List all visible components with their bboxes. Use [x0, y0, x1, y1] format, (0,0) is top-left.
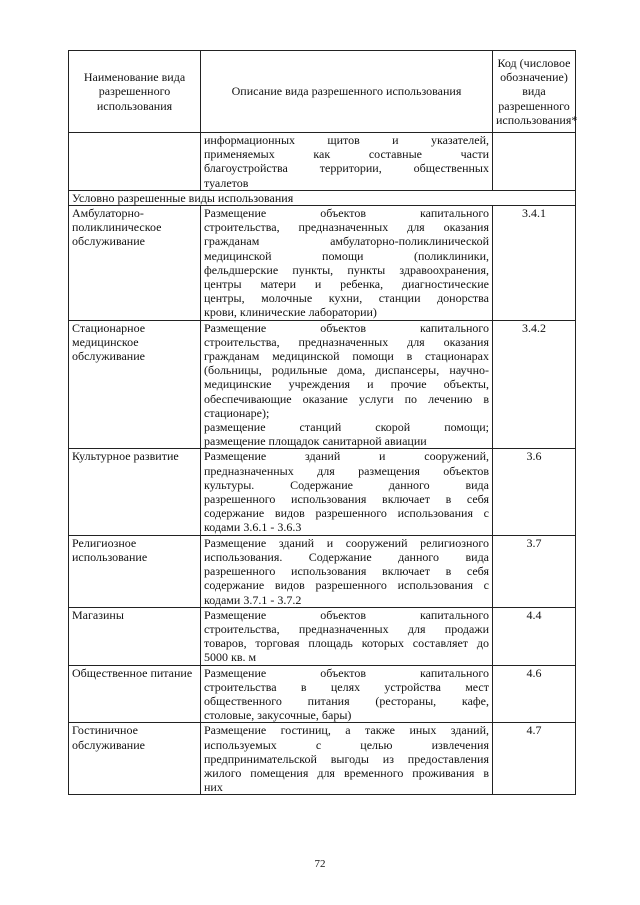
description-line: общественного питания (рестораны, кафе,	[204, 693, 489, 708]
row-name-cell	[69, 133, 201, 191]
description-line: медицинские учреждения и прочие объекты,	[204, 377, 489, 392]
description-line: содержание видов разрешенного использования с	[204, 578, 489, 593]
table-row	[69, 665, 576, 723]
description-line: (больницы, родильные дома, диспансеры, научно-	[204, 363, 489, 378]
row-code-cell: 3.6	[493, 449, 576, 535]
table-row	[69, 535, 576, 607]
page-number: 72	[314, 858, 326, 870]
description-line: центры матери и ребенка, диагностические	[204, 277, 489, 292]
description-line: обеспечивающие оказание услуги по лечению в	[204, 391, 489, 406]
section-title: Условно разрешенные виды использования	[69, 190, 576, 205]
description-line: них	[204, 780, 223, 795]
description-line: кодами 3.7.1 - 3.7.2	[204, 592, 302, 607]
row-code-cell: 3.4.1	[493, 206, 576, 321]
row-name-cell: Гостиничное обслуживание	[69, 723, 201, 795]
header-description-cell: Описание вида разрешенного использования	[201, 51, 493, 133]
description-line: Размещение зданий и сооружений религиозного	[204, 535, 489, 550]
description-line: столовые, закусочные, бары)	[204, 708, 352, 723]
description-line: 5000 кв. м	[204, 650, 257, 665]
description-line: гражданам амбулаторно-поликлинической	[204, 234, 489, 249]
description-line: разрешенного использования включает в себя	[204, 492, 489, 507]
description-line: культуры. Содержание данного вида	[204, 477, 489, 492]
description-line: использования. Содержание данного вида	[204, 549, 489, 564]
table-row	[69, 449, 576, 535]
row-description-cell	[201, 535, 493, 607]
row-code-cell: 4.4	[493, 607, 576, 665]
table-row	[69, 607, 576, 665]
description-line: Размещение объектов капитального	[204, 607, 489, 622]
description-line: строительства, предназначенных для продажи	[204, 621, 489, 636]
continuation-row	[69, 133, 576, 191]
description-line: Размещение объектов капитального	[204, 320, 489, 335]
row-code-cell: 4.7	[493, 723, 576, 795]
row-description-cell	[201, 665, 493, 723]
table-row	[69, 723, 576, 795]
table-header-row	[69, 51, 576, 133]
description-line: гражданам медицинской помощи в стационарах	[204, 349, 489, 364]
section-row	[69, 190, 576, 205]
row-code-cell	[493, 133, 576, 191]
description-line: крови, клинические лаборатории)	[204, 305, 377, 320]
row-description-cell	[201, 607, 493, 665]
description-line: кодами 3.6.1 - 3.6.3	[204, 520, 302, 535]
row-name-cell: Общественное питание	[69, 665, 201, 723]
description-line: размещение площадок санитарной авиации	[204, 434, 427, 449]
row-code-cell: 3.4.2	[493, 320, 576, 449]
row-code-cell: 4.6	[493, 665, 576, 723]
description-line: предназначенных для размещения объектов	[204, 463, 489, 478]
description-line: Размещение гостиниц, а также иных зданий,	[204, 723, 489, 738]
description-line: центры, молочные кухни, станции донорства	[204, 291, 489, 306]
description-line: туалетов	[204, 175, 249, 190]
description-line: применяемых как составные части	[204, 147, 489, 162]
header-name-cell: Наименование вида разрешенного использования	[69, 51, 201, 133]
description-line: предпринимательской выгоды из предоставления	[204, 751, 489, 766]
description-line: Размещение объектов капитального	[204, 665, 489, 680]
row-code-cell: 3.7	[493, 535, 576, 607]
description-line: информационных щитов и указателей,	[204, 133, 489, 147]
table-row	[69, 320, 576, 449]
header-code-cell: Код (числовое обозначение) вида разрешенного использования*	[493, 51, 576, 133]
description-line: строительства в целях устройства мест	[204, 679, 489, 694]
description-line: жилого помещения для временного проживания в	[204, 765, 489, 780]
row-name-cell: Религиозное использование	[69, 535, 201, 607]
description-line: размещение станций скорой помощи;	[204, 420, 489, 435]
table-row	[69, 206, 576, 321]
row-description-cell	[201, 449, 493, 535]
row-description-cell	[201, 320, 493, 449]
description-line: медицинской помощи (поликлиники,	[204, 248, 489, 263]
row-description-cell	[201, 723, 493, 795]
row-name-cell: Культурное развитие	[69, 449, 201, 535]
description-line: стационаре);	[204, 405, 270, 420]
row-name-cell: Стационарное медицинское обслуживание	[69, 320, 201, 449]
description-line: Размещение зданий и сооружений,	[204, 449, 489, 464]
description-line: Размещение объектов капитального	[204, 206, 489, 221]
row-name-cell: Магазины	[69, 607, 201, 665]
description-line: строительства, предназначенных для оказания	[204, 334, 489, 349]
description-line: используемых с целью извлечения	[204, 737, 489, 752]
row-name-cell: Амбулаторно-поликлиническое обслуживание	[69, 206, 201, 321]
table-body	[69, 133, 576, 795]
description-line: благоустройства территории, общественных	[204, 161, 489, 176]
description-line: содержание видов разрешенного использования с	[204, 506, 489, 521]
description-line: строительства, предназначенных для оказания	[204, 220, 489, 235]
row-description-cell	[201, 206, 493, 321]
description-line: фельдшерские пункты, пункты здравоохранения,	[204, 262, 489, 277]
description-line: разрешенного использования включает в себя	[204, 564, 489, 579]
description-line: товаров, торговая площадь которых составляет до	[204, 636, 489, 651]
row-description-cell	[201, 133, 493, 191]
land-use-table	[68, 50, 576, 795]
